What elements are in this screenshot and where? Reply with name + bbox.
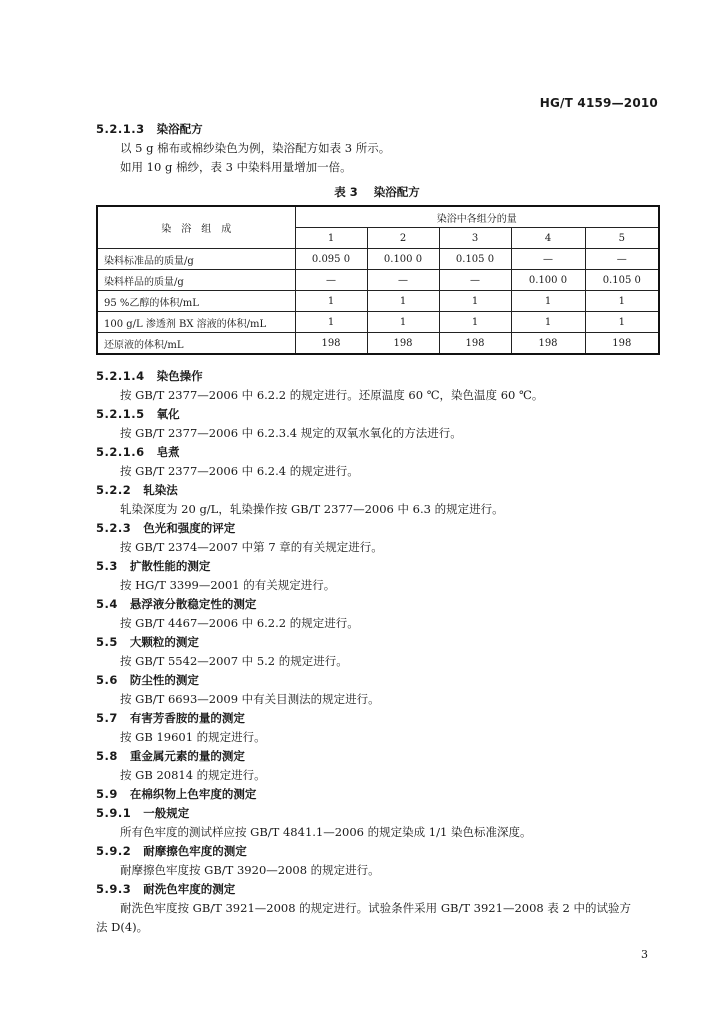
body-line: 按 GB/T 5542—2007 中 5.2 的规定进行。 xyxy=(120,654,348,668)
section-number: 5.7 xyxy=(96,711,118,725)
section-heading-5-9-3 xyxy=(96,880,658,899)
table-cell: 0.100 0 xyxy=(367,249,439,270)
table-cell: 1 xyxy=(439,312,511,333)
section-number: 5.6 xyxy=(96,673,118,687)
table-cell: 1 xyxy=(511,312,585,333)
row-label: 100 g/L 渗透剂 BX 溶液的体积/mL xyxy=(97,312,295,333)
section-heading-5-4 xyxy=(96,595,658,614)
section-number: 5.4 xyxy=(96,597,118,611)
row-label: 染料样品的质量/g xyxy=(97,270,295,291)
section-number: 5.9.2 xyxy=(96,844,132,858)
section-title: 耐洗色牢度的测定 xyxy=(143,882,236,896)
table-corner-header: 染 浴 组 成 xyxy=(97,206,295,249)
section-number: 5.9 xyxy=(96,787,118,801)
body-line: 按 GB/T 2377—2006 中 6.2.4 的规定进行。 xyxy=(120,464,359,478)
table-cell: 0.100 0 xyxy=(511,270,585,291)
section-heading-5-2-1-4 xyxy=(96,367,658,386)
standard-code: HG/T 4159—2010 xyxy=(539,96,658,110)
body-line-continuation: 法 D(4)。 xyxy=(96,920,149,934)
table-cell: 198 xyxy=(367,333,439,355)
table-cell: 1 xyxy=(295,291,367,312)
section-title: 悬浮液分散稳定性的测定 xyxy=(129,597,257,611)
page-content xyxy=(96,120,658,937)
body-line: 按 GB/T 6693—2009 中有关目测法的规定进行。 xyxy=(120,692,380,706)
table-caption xyxy=(96,179,658,205)
table-cell: — xyxy=(367,270,439,291)
table-cell: 198 xyxy=(295,333,367,355)
body-line: 按 GB/T 2374—2007 中第 7 章的有关规定进行。 xyxy=(120,540,383,554)
table-cell: 198 xyxy=(439,333,511,355)
body-line: 按 HG/T 3399—2001 的有关规定进行。 xyxy=(120,578,336,592)
section-title: 轧染法 xyxy=(143,483,178,497)
section-title: 扩散性能的测定 xyxy=(129,559,211,573)
section-heading-5-9-2 xyxy=(96,842,658,861)
section-heading-5-9 xyxy=(96,785,658,804)
body-line: 按 GB 20814 的规定进行。 xyxy=(120,768,266,782)
table-row xyxy=(97,333,659,355)
column-header: 2 xyxy=(367,228,439,249)
table-cell: 0.095 0 xyxy=(295,249,367,270)
table-cell: — xyxy=(585,249,659,270)
table-cell: 1 xyxy=(367,291,439,312)
section-heading-5-5 xyxy=(96,633,658,652)
section-number: 5.2.3 xyxy=(96,521,132,535)
section-title: 有害芳香胺的量的测定 xyxy=(129,711,245,725)
column-header: 1 xyxy=(295,228,367,249)
body-line: 按 GB/T 2377—2006 中 6.2.3.4 规定的双氧水氧化的方法进行。 xyxy=(120,426,462,440)
section-number: 5.2.1.6 xyxy=(96,445,145,459)
table-row xyxy=(97,291,659,312)
section-number: 5.9.1 xyxy=(96,806,132,820)
table-cell: 1 xyxy=(439,291,511,312)
body-line: 按 GB 19601 的规定进行。 xyxy=(120,730,266,744)
body-line: 轧染深度为 20 g/L，轧染操作按 GB/T 2377—2006 中 6.3 的规定进行。 xyxy=(120,502,504,516)
section-title: 色光和强度的评定 xyxy=(143,521,236,535)
section-title: 染色操作 xyxy=(156,369,203,383)
section-heading-5-6 xyxy=(96,671,658,690)
body-line: 耐洗色牢度按 GB/T 3921—2008 的规定进行。试验条件采用 GB/T 3921—2008 表 2 中的试验方 xyxy=(120,901,631,915)
row-label: 染料标准品的质量/g xyxy=(97,249,295,270)
table-cell: 1 xyxy=(295,312,367,333)
section-title: 耐摩擦色牢度的测定 xyxy=(143,844,247,858)
section-heading-5-2-1-6 xyxy=(96,443,658,462)
body-line: 所有色牢度的测试样应按 GB/T 4841.1—2006 的规定染成 1/1 染色标准深度。 xyxy=(120,825,532,839)
section-title: 重金属元素的量的测定 xyxy=(129,749,245,763)
section-heading-5-8 xyxy=(96,747,658,766)
section-number: 5.2.1.4 xyxy=(96,369,145,383)
body-line: 按 GB/T 4467—2006 中 6.2.2 的规定进行。 xyxy=(120,616,359,630)
section-heading-5-2-1-5 xyxy=(96,405,658,424)
section-number: 5.9.3 xyxy=(96,882,132,896)
column-header: 4 xyxy=(511,228,585,249)
section-heading-5-2-1-3 xyxy=(96,120,658,139)
row-label: 还原液的体积/mL xyxy=(97,333,295,355)
body-line: 按 GB/T 2377—2006 中 6.2.2 的规定进行。还原温度 60 ℃，染色温度 60 ℃。 xyxy=(120,388,544,402)
section-heading-5-3 xyxy=(96,557,658,576)
section-number: 5.5 xyxy=(96,635,118,649)
table-row xyxy=(97,249,659,270)
section-title: 防尘性的测定 xyxy=(129,673,199,687)
section-heading-5-9-1 xyxy=(96,804,658,823)
section-title: 皂煮 xyxy=(156,445,180,459)
section-number: 5.2.1.3 xyxy=(96,122,145,136)
table-cell: — xyxy=(511,249,585,270)
table-cell: 198 xyxy=(511,333,585,355)
table-group-header: 染浴中各组分的量 xyxy=(295,206,659,228)
section-title: 在棉织物上色牢度的测定 xyxy=(129,787,257,801)
section-number: 5.2.2 xyxy=(96,483,132,497)
column-header: 5 xyxy=(585,228,659,249)
table-cell: 0.105 0 xyxy=(585,270,659,291)
dye-bath-table xyxy=(96,205,660,355)
table-cell: 1 xyxy=(367,312,439,333)
table-cell: 198 xyxy=(585,333,659,355)
table-number: 表 3 xyxy=(334,185,358,199)
section-title: 一般规定 xyxy=(143,806,190,820)
page-number: 3 xyxy=(641,948,648,961)
table-cell: 0.105 0 xyxy=(439,249,511,270)
table-row xyxy=(97,312,659,333)
section-title: 染浴配方 xyxy=(156,122,203,136)
section-number: 5.8 xyxy=(96,749,118,763)
body-line: 以 5 g 棉布或棉纱染色为例，染浴配方如表 3 所示。 xyxy=(120,141,391,155)
section-title: 大颗粒的测定 xyxy=(129,635,199,649)
table-cell: 1 xyxy=(511,291,585,312)
column-header: 3 xyxy=(439,228,511,249)
body-line: 如用 10 g 棉纱，表 3 中染料用量增加一倍。 xyxy=(120,160,352,174)
table-title: 染浴配方 xyxy=(373,185,420,199)
row-label: 95 %乙醇的体积/mL xyxy=(97,291,295,312)
section-number: 5.2.1.5 xyxy=(96,407,145,421)
table-cell: 1 xyxy=(585,312,659,333)
table-cell: — xyxy=(295,270,367,291)
body-line: 耐摩擦色牢度按 GB/T 3920—2008 的规定进行。 xyxy=(120,863,380,877)
section-number: 5.3 xyxy=(96,559,118,573)
table-cell: 1 xyxy=(585,291,659,312)
table-row xyxy=(97,270,659,291)
section-title: 氧化 xyxy=(156,407,180,421)
section-heading-5-7 xyxy=(96,709,658,728)
table-cell: — xyxy=(439,270,511,291)
section-heading-5-2-3 xyxy=(96,519,658,538)
section-heading-5-2-2 xyxy=(96,481,658,500)
